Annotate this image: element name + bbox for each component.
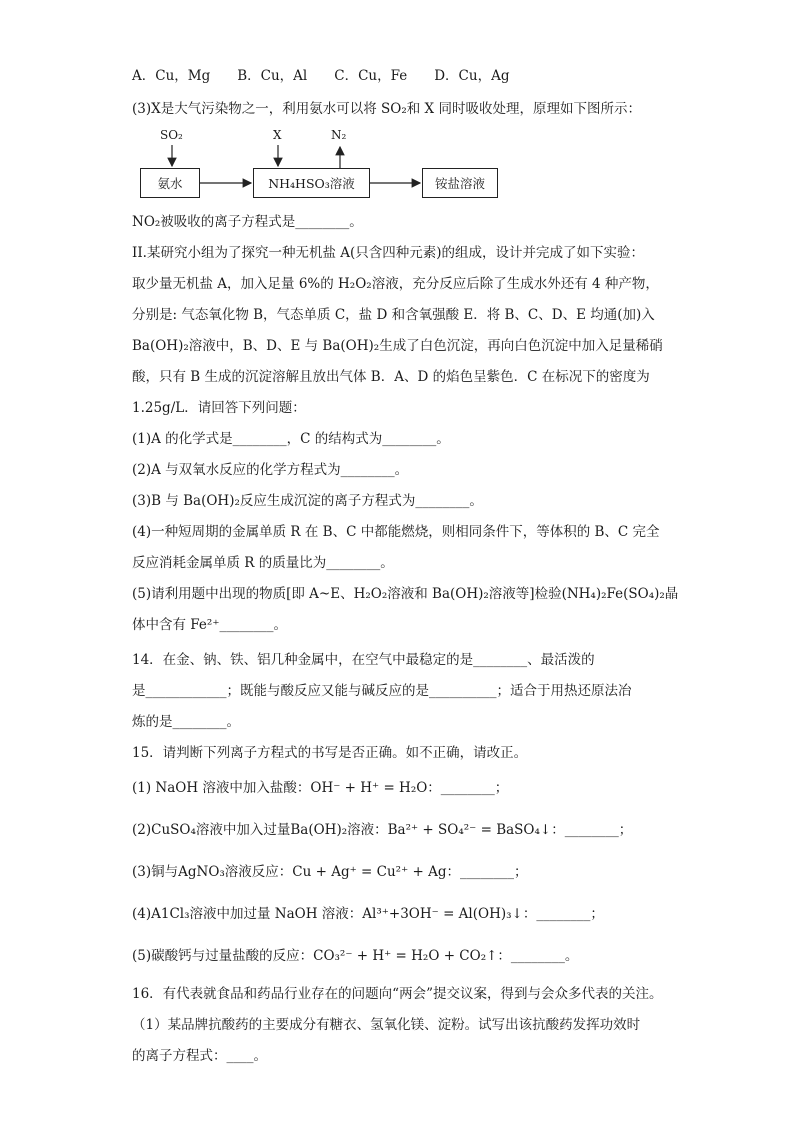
question-15-item-1: (1) NaOH 溶液中加入盐酸：OH⁻ + H⁺ = H₂O：________； [132,780,509,796]
no2-equation-question: NO₂被吸收的离子方程式是________。 [132,214,363,230]
question-15-item-4: (4)A1Cl₃溶液中加过量 NaOH 溶液：Al³⁺+3OH⁻ = Al(OH)₃↓：________； [132,906,604,922]
sub-question-1: (1)A 的化学式是________，C 的结构式为________。 [132,431,450,447]
part-ii-line-3: 分别是: 气态氧化物 B，气态单质 C，盐 D 和含氧强酸 E．将 B、C、D、E 均通(加)入 [132,307,655,323]
question-15-item-5: (5)碳酸钙与过量盐酸的反应：CO₃²⁻ + H⁺ = H₂O + CO₂↑：________。 [132,948,579,964]
sub-question-2: (2)A 与双氧水反应的化学方程式为________。 [132,462,409,478]
question-14-line-3: 炼的是________。 [132,714,240,730]
question-14: 14．在金、钠、铁、铝几种金属中，在空气中最稳定的是________、最活泼的 [132,652,595,668]
part-ii-line-6: 1.25g/L．请回答下列问题： [132,400,306,416]
part-ii-line-4: Ba(OH)₂溶液中，B、D、E 与 Ba(OH)₂生成了白色沉淀，再向白色沉淀中加入足量稀硝 [132,338,663,354]
question-3-text: (3)X是大气污染物之一，利用氨水可以将 SO₂和 X 同时吸收处理，原理如下图所示： [132,101,641,117]
question-15: 15．请判断下列离子方程式的书写是否正确。如不正确，请改正。 [132,745,528,761]
box-nh4hso3: NH₄HSO₃溶液 [253,168,370,198]
sub-question-5: (5)请利用题中出现的物质[即 A~E、H₂O₂溶液和 Ba(OH)₂溶液等]检验(NH₄)₂Fe(SO₄)₂晶 [132,586,679,602]
answer-options: A．Cu，Mg B．Cu，Al C．Cu，Fe D．Cu，Ag [132,68,510,84]
label-x: X [273,128,282,142]
question-14-line-2: 是____________；既能与酸反应又能与碱反应的是__________；适合于用热还原法冶 [132,683,632,699]
question-16-item-1: （1）某品牌抗酸药的主要成分有糖衣、氢氧化镁、淀粉。试写出该抗酸药发挥功效时 [132,1017,641,1033]
part-ii-line-2: 取少量无机盐 A，加入足量 6%的 H₂O₂溶液，充分反应后除了生成水外还有 4 种产物， [132,276,659,292]
label-n2: N₂ [331,128,347,142]
question-16: 16．有代表就食品和药品行业存在的问题向“两会”提交议案，得到与会众多代表的关注。 [132,986,663,1002]
question-15-item-3: (3)铜与AgNO₃溶液反应：Cu + Ag⁺ = Cu²⁺ + Ag：________； [132,864,528,880]
box-ammonia: 氨水 [140,168,200,198]
part-ii-line-5: 酸，只有 B 生成的沉淀溶解且放出气体 B．A、D 的焰色呈紫色．C 在标况下的密度为 [132,369,650,385]
question-15-item-2: (2)CuSO₄溶液中加入过量Ba(OH)₂溶液：Ba²⁺ + SO₄²⁻ = BaSO₄↓：________； [132,822,633,838]
diagram-arrows [0,0,794,220]
sub-question-3: (3)B 与 Ba(OH)₂反应生成沉淀的离子方程式为________。 [132,493,483,509]
label-so2: SO₂ [160,128,183,142]
box-ammonium-salt: 铵盐溶液 [422,168,498,198]
sub-question-4: (4)一种短周期的金属单质 R 在 B、C 中都能燃烧，则相同条件下，等体积的 B、C 完全 [132,524,660,540]
sub-question-5-cont: 体中含有 Fe²⁺________。 [132,617,287,633]
sub-question-4-cont: 反应消耗金属单质 R 的质量比为________。 [132,555,394,571]
part-ii-intro: II.某研究小组为了探究一种无机盐 A(只含四种元素)的组成，设计并完成了如下实验： [132,245,645,261]
question-16-item-1-cont: 的离子方程式：____。 [132,1048,267,1064]
